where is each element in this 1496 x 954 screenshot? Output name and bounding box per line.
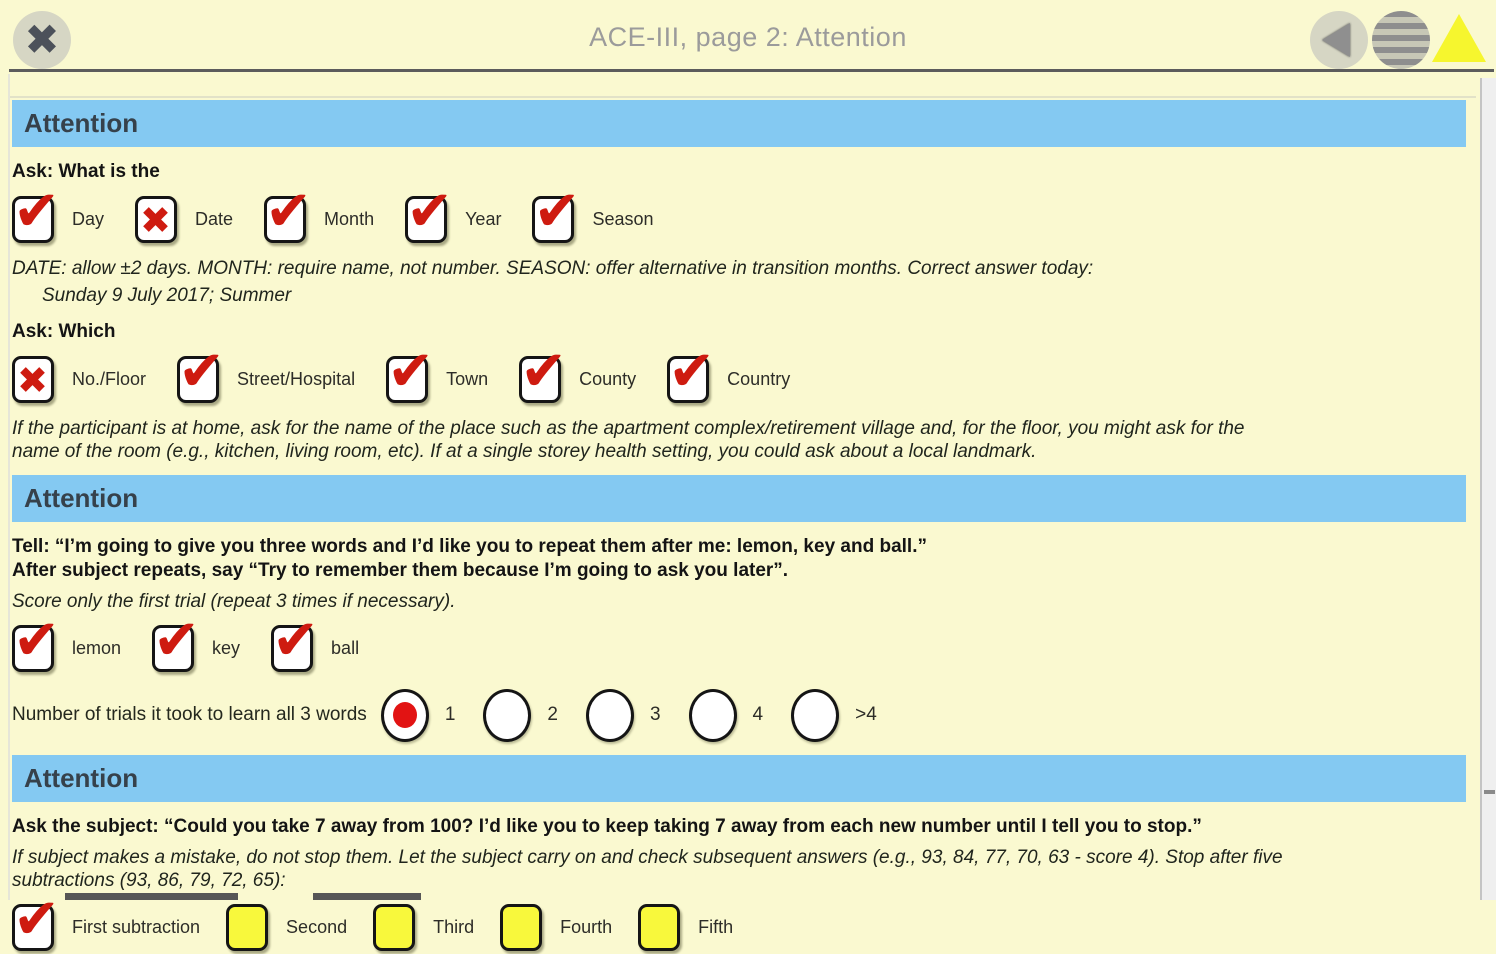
checkbox-box [177,338,225,404]
page-left-edge [8,74,10,900]
checkbox-box-empty [226,904,268,951]
note-line: If subject makes a mistake, do not stop them. Let the subject carry on and check subsequent answers (e.g., 93, 84, 77, 70, 63 - score 4). Stop after five [12,847,1283,868]
checkbox-label: No./Floor [72,368,147,389]
clipped-content-artifact [65,893,238,900]
checkbox-fifth-subtraction[interactable] [638,904,733,951]
cross-icon: ✖ [17,358,49,402]
checkbox-label: Fourth [560,916,613,937]
checkbox-label: Day [72,208,105,229]
check-icon: ✔ [406,178,453,244]
check-icon: ✔ [178,338,225,404]
check-icon: ✔ [272,607,319,673]
note-participant-home [12,417,1466,463]
prompt-what-is-the: Ask: What is the [12,161,160,182]
checkbox-fourth-subtraction[interactable] [500,904,612,951]
tell-line-1: Tell: “I’m going to give you three words and I’d like you to repeat them after me: lemon, key and ball.” [12,536,927,557]
radio-circle [689,689,737,742]
checkbox-box [271,607,319,673]
checkbox-third-subtraction[interactable] [373,904,474,951]
warning-triangle-icon[interactable] [1432,14,1486,62]
checkbox-label: Month [324,208,375,229]
checkbox-county[interactable] [519,338,637,404]
vertical-scrollbar[interactable] [1480,78,1496,900]
back-arrow-icon [1322,23,1350,57]
checkbox-first-subtraction[interactable] [12,886,201,952]
form-content [12,74,1466,952]
orientation-place-row [12,338,1466,406]
checkbox-box [12,607,60,673]
checkbox-label: Date [195,208,234,229]
clipped-content-artifact [313,893,421,900]
check-icon: ✔ [265,178,312,244]
checkbox-month[interactable] [264,178,375,244]
section-header-attention-3: Attention [12,755,1466,802]
radio-trials-4[interactable] [689,689,764,742]
checkbox-box [667,338,716,404]
checkbox-town[interactable] [386,338,489,404]
radio-circle [483,689,531,742]
checkbox-box [12,178,60,244]
checkbox-label: Second [286,916,348,937]
note-serial-sevens [12,846,1466,892]
checkbox-date[interactable] [135,196,233,243]
prompt-three-words [12,535,1466,583]
correct-answer-today: Sunday 9 July 2017; Summer [42,285,292,306]
orientation-time-row [12,178,1466,246]
checkbox-box [405,178,453,244]
radio-trials-more-than-4[interactable] [791,689,877,742]
checkbox-label: Street/Hospital [237,368,356,389]
radio-circle [791,689,839,742]
radio-trials-3[interactable] [586,689,661,742]
cross-icon: ✖ [140,198,172,242]
checkbox-box [152,607,200,673]
checkbox-label: Third [433,916,475,937]
checkbox-label: First subtraction [72,916,201,937]
page-title: ACE-III, page 2: Attention [589,22,907,52]
trials-row [12,687,1466,743]
prompt-serial-sevens: Ask the subject: “Could you take 7 away from 100? I’d like you to keep taking 7 away from each new number until I tell you to stop.” [12,816,1202,837]
note-line: subtractions (93, 86, 79, 72, 65): [12,870,286,891]
title-bar [0,0,1496,71]
checkbox-box-empty [373,904,415,951]
note-date-month-season: DATE: allow ±2 days. MONTH: require name, not number. SEASON: offer alternative in transition months. Correct answer today: [12,258,1094,279]
checkbox-no-floor[interactable] [12,356,146,403]
radio-selected-dot [393,702,417,728]
checkbox-label: ball [331,637,360,658]
checkbox-day[interactable] [12,178,105,244]
three-words-row [12,607,1466,675]
checkbox-box [12,356,54,403]
note-line: If the participant is at home, ask for the name of the place such as the apartment complex/retirement village and, for the floor, you might ask for the [12,418,1245,439]
radio-label: >4 [855,704,877,725]
prompt-which: Ask: Which [12,321,116,342]
checkbox-key[interactable] [152,607,241,673]
radio-label: 1 [444,704,456,725]
menu-button[interactable] [1372,11,1430,69]
checkbox-box [532,178,581,244]
close-icon: ✖ [24,15,60,64]
trials-label: Number of trials it took to learn all 3 words [12,704,367,725]
checkbox-season[interactable] [532,178,654,244]
checkbox-year[interactable] [405,178,502,244]
checkbox-box [386,338,435,404]
checkbox-label: Season [592,208,654,229]
checkbox-label: key [212,637,241,658]
section-header-attention-2: Attention [12,475,1466,522]
check-icon: ✔ [668,338,716,404]
check-icon: ✔ [533,178,581,244]
scrollbar-thumb-edge [1484,790,1495,794]
checkbox-label: Country [727,368,791,389]
checkbox-country[interactable] [667,338,791,404]
check-icon: ✔ [387,338,435,404]
checkbox-box [12,886,60,952]
checkbox-second-subtraction[interactable] [226,904,347,951]
checkbox-box [264,178,312,244]
checkbox-label: lemon [72,637,122,658]
radio-label: 3 [649,704,661,725]
radio-circle [586,689,634,742]
checkbox-box [519,338,568,404]
titlebar-divider [9,69,1494,72]
check-icon: ✔ [520,338,568,404]
subtractions-row [12,886,1466,954]
checkbox-box-empty [638,904,680,951]
radio-trials-2[interactable] [483,689,558,742]
check-icon: ✔ [13,178,60,244]
checkbox-label: Year [465,208,502,229]
radio-circle [381,689,429,742]
section-header-attention-1: Attention [12,100,1466,147]
tell-line-2: After subject repeats, say “Try to remember them because I’m going to ask you later”. [12,560,789,581]
checkbox-ball[interactable] [271,607,360,673]
checkbox-box-empty [500,904,542,951]
checkbox-label: Fifth [698,916,734,937]
check-icon: ✔ [153,607,200,673]
checkbox-lemon[interactable] [12,607,122,673]
back-button[interactable] [1310,11,1368,69]
radio-label: 2 [547,704,558,725]
radio-label: 4 [752,704,764,725]
note-score-first-trial: Score only the first trial (repeat 3 times if necessary). [12,591,456,612]
checkbox-box [135,196,177,243]
check-icon: ✔ [13,886,60,952]
radio-trials-1[interactable] [381,689,456,742]
checkbox-street-hospital[interactable] [177,338,356,404]
checkbox-label: County [579,368,637,389]
check-icon: ✔ [13,607,60,673]
checkbox-label: Town [446,368,489,389]
note-line: name of the room (e.g., kitchen, living room, etc). If at a single storey health setting, you could ask about a local landmark. [12,441,1037,462]
